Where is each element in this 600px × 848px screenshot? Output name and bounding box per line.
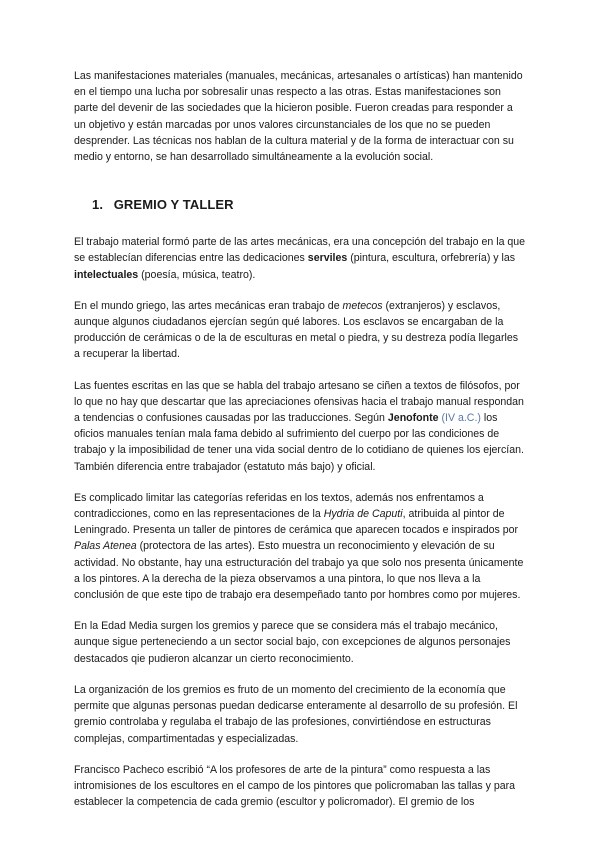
italic-term-hydria: Hydria de Caputi	[323, 508, 403, 521]
bold-term-intelectuales: intelectuales	[74, 268, 139, 281]
bold-term-serviles: serviles	[307, 252, 348, 265]
paragraph-organizacion-gremios: La organización de los gremios es fruto de un momento del crecimiento de la economía que permite que algunas personas puedan dedicarse enteramente al desarrollo de su profesión. El gremio controlaba y regulaba el trabajo de las profesiones, convirtiéndose en estructuras complejas, compartimentadas y especializadas.	[74, 683, 518, 745]
paragraph-artes-mecanicas	[74, 234, 526, 283]
text-run: , atribuida al pintor de Leningrado. Presenta un taller de pintores de cerámica que aparecen tocados e inspirados por	[74, 508, 519, 537]
text-run: (poesía, música, teatro).	[138, 268, 256, 281]
italic-term-palas-atenea: Palas Atenea	[74, 540, 137, 553]
section-heading	[92, 197, 526, 212]
text-run: Es complicado limitar las categorías referidas en los textos, además nos enfrentamos a contradicciones, como en las representaciones de la	[74, 491, 484, 521]
bold-term-jenofonte: Jenofonte	[387, 412, 439, 425]
paragraph-hydria	[74, 490, 526, 603]
section-number: 1.	[92, 197, 104, 213]
text-run: (extranjeros) y esclavos, aunque algunos ciudadanos ejercían según qué labores. Los esclavos se encargaban de la producción de cerámicas o de la de esculturas en metal o piedra, y su destreza podía llegarles a recuperar la libertad.	[74, 299, 519, 361]
paragraph-mundo-griego	[74, 298, 526, 363]
text-run: (protectora de las artes). Esto muestra un reconocimiento y elevación de su actividad. No obstante, hay una estructuración del trabajo ya que solo nos presenta únicamente a los pintores. A la derecha de la pieza observamos a una pintora, lo que nos lleva a la conclusión de que este tipo de trabajo era desempeñado tanto por hombres como por mujeres.	[74, 540, 524, 602]
text-run: Las fuentes escritas en las que se habla del trabajo artesano se ciñen a textos de filósofos, por lo que no hay que descartar que las apreciaciones ofensivas hacia el trabajo manual respondan a tendencias o confusiones causadas por las traducciones. Según	[74, 379, 524, 425]
intro-paragraph: Las manifestaciones materiales (manuales, mecánicas, artesanales o artísticas) han mantenido en el tiempo una lucha por sobresalir unas respecto a las otras. Estas manifestaciones son parte del devenir de las sociedades que la hicieron posible. Fueron creadas para responder a un objetivo y están marcadas por unos valores circunstanciales de los que no se pueden desprender. Las técnicas nos hablan de la cultura material y de la forma de interactuar con su medio y entorno, se han desarrollado simultáneamente a la evolución social.	[74, 70, 523, 164]
text-run: los oficios manuales tenían mala fama debido al sufrimiento del cuerpo por las condiciones de trabajo y la imposibilidad de tener una vida social dentro de lo cotidiano de quienes los ejercían. También diferencia entre trabajador (estatuto más bajo) y oficial.	[74, 412, 524, 473]
date-annotation: (IV a.C.)	[438, 412, 481, 425]
paragraph-fuentes-escritas	[74, 378, 526, 475]
paragraph-edad-media: En la Edad Media surgen los gremios y parece que se considera más el trabajo mecánico, aunque sigue perteneciendo a un sector social bajo, con excepciones de algunos personajes destacados qie pudieron alcanzar un cierto reconocimiento.	[74, 620, 511, 665]
text-run: (pintura, escultura, orfebrería) y las	[347, 252, 516, 265]
text-run: El trabajo material formó parte de las artes mecánicas, era una concepción del trabajo en la que se establecían diferencias entre las dedicaciones	[74, 236, 526, 265]
section-title: GREMIO Y TALLER	[113, 197, 234, 213]
italic-term-metecos: metecos	[342, 299, 383, 312]
paragraph-francisco-pacheco: Francisco Pacheco escribió “A los profesores de arte de la pintura” como respuesta a las intromisiones de los escultores en el campo de los pintores que policromaban las tallas y para establecer la competencia de cada gremio (escultor y policromador). El gremio de los	[74, 763, 516, 809]
text-run: En el mundo griego, las artes mecánicas eran trabajo de	[74, 299, 343, 312]
